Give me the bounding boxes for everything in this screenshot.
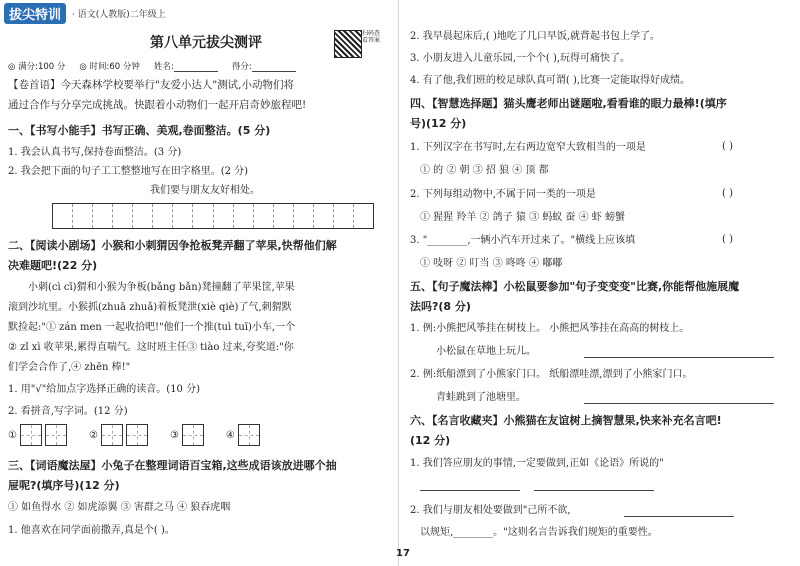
s5-item-1: 小松鼠在草地上玩儿。 [436, 346, 536, 357]
s5-example-1: 1. 例:小熊把风筝挂在树枝上。 小熊把风筝挂在高高的树枝上。 [410, 323, 690, 334]
answer-paren[interactable]: ( ) [722, 141, 733, 152]
s5-answer-line-2[interactable] [584, 389, 774, 404]
s1-question-2: 2. 我会把下面的句子工工整整地写在田字格里。(2 分) [8, 166, 249, 177]
s3-question-1: 1. 他喜欢在同学面前撒弄,真是个( )。 [8, 525, 175, 536]
s6-answer-line-1[interactable] [420, 476, 520, 491]
box-group-3: ③ [170, 424, 204, 446]
s1-sentence: 我们要与朋友友好相处。 [150, 185, 260, 196]
section-5-title-1: 五、【句子魔法棒】小松鼠要参加"句子变变变"比赛,你能帮他施展魔 [410, 280, 740, 293]
section-4-title-2: 号)(12 分) [410, 117, 467, 130]
score-label: ◎ 满分:100 分 [8, 62, 66, 72]
s3-options: ① 如鱼得水 ② 如虎添翼 ③ 害群之马 ④ 狼吞虎咽 [8, 502, 231, 513]
section-4-title-1: 四、【智慧选择题】猫头鹰老师出谜题啦,看看谁的眼力最棒!(填序 [410, 97, 727, 110]
section-3-title-1: 三、【词语魔法屋】小兔子在整理词语百宝箱,这些成语该放进哪个抽 [8, 459, 337, 472]
answer-paren[interactable]: ( ) [722, 234, 733, 245]
box-group-1: ① [8, 424, 67, 446]
s5-answer-line-1[interactable] [584, 343, 774, 358]
section-5-title-2: 法吗?(8 分) [410, 300, 471, 313]
write-box[interactable] [20, 424, 42, 446]
section-6-title-2: (12 分) [410, 434, 451, 447]
left-column [0, 0, 390, 566]
intro-line-1: 【卷首语】今天森林学校要举行"友爱小达人"测试,小动物们将 [8, 79, 294, 91]
page-divider [398, 0, 399, 566]
s2-question-1: 1. 用"√"给加点字选择正确的读音。(10 分) [8, 384, 200, 395]
page-number: 17 [396, 548, 410, 559]
passage-line-3: 默捡起:"① zán men 一起收拾吧!"他们一个推(tuì tuī)小车,一个 [8, 322, 296, 333]
s3-question-2: 2. 我早晨起床后,( )地吃了几口早饭,就背起书包上学了。 [410, 31, 661, 42]
s4-question-2: 2. 下列每组动物中,不属于同一类的一项是 [410, 189, 596, 200]
page-header [4, 2, 166, 24]
brand-subtitle: · 语文(人教版)二年级上 [72, 9, 166, 20]
name-field[interactable]: 姓名: [154, 60, 218, 72]
write-box[interactable] [182, 424, 204, 446]
s1-question-1: 1. 我会认真书写,保持卷面整洁。(3 分) [8, 147, 182, 158]
intro-line-2: 通过合作与分享完成挑战。快跟着小动物们一起开启奇妙旅程吧! [8, 99, 307, 111]
passage-line-4: ② zǐ xì 收苹果,累得直喘气。这时班主任③ tiào 过来,夸奖道:"你 [8, 342, 294, 353]
writing-grid[interactable] [52, 203, 374, 229]
s4-q1-options: ① 的 ② 朝 ③ 招 狼 ④ 顶 都 [420, 165, 549, 176]
section-3-title-2: 屉呢?(填序号)(12 分) [8, 479, 120, 492]
s4-q3-options: ① 吱呀 ② 叮当 ③ 咚咚 ④ 嘟嘟 [420, 258, 563, 269]
passage-line-5: 们学会合作了,④ zhēn 棒!" [8, 362, 131, 373]
s6-question-1: 1. 我们答应朋友的事情,一定要做到,正如《论语》所说的" [410, 458, 664, 469]
s6-answer-line-2[interactable] [534, 476, 654, 491]
passage-line-1: 小刺(cì cī)猬和小猴为争板(bǎng bǎn)凳撞翻了苹果筐,苹果 [28, 282, 295, 293]
write-box[interactable] [238, 424, 260, 446]
s4-question-3: 3. "________,一辆小汽车开过来了。"横线上应该填 [410, 235, 636, 246]
result-field[interactable]: 得分: [232, 60, 296, 72]
section-2-title-2: 决难题吧!(22 分) [8, 259, 98, 272]
s3-question-4: 4. 有了他,我们班的校足球队真可谓( ),比赛一定能取得好成绩。 [410, 75, 691, 86]
write-box[interactable] [45, 424, 67, 446]
section-1-title: 一、【书写小能手】书写正确、美观,卷面整洁。(5 分) [8, 124, 271, 137]
qr-code-icon [334, 30, 362, 58]
s4-question-1: 1. 下列汉字在书写时,左右两边宽窄大致相当的一项是 [410, 142, 646, 153]
section-2-title-1: 二、【阅读小剧场】小猴和小刺猬因争抢板凳弄翻了苹果,快帮他们解 [8, 239, 337, 252]
write-box[interactable] [126, 424, 148, 446]
s6-question-2: 2. 我们与朋友相处要做到"己所不欲, [410, 505, 571, 516]
box-group-4: ④ [226, 424, 260, 446]
qr-label: 扫码查看答案 [362, 30, 381, 44]
s4-q2-options: ① 猩猩 羚羊 ② 鸽子 猿 ③ 蚂蚁 蚕 ④ 虾 螃蟹 [420, 212, 625, 223]
s5-example-2: 2. 例:纸船漂到了小熊家门口。 纸船漂哇漂,漂到了小熊家门口。 [410, 369, 693, 380]
section-6-title-1: 六、【名言收藏夹】小熊猫在友谊树上摘智慧果,快来补充名言吧! [410, 414, 722, 427]
s5-item-2: 青蛙跳到了池塘里。 [436, 392, 526, 403]
s6-answer-line-3[interactable] [624, 502, 734, 517]
answer-paren[interactable]: ( ) [722, 188, 733, 199]
box-group-2: ② [89, 424, 148, 446]
s3-question-3: 3. 小朋友进入儿童乐园,一个个( ),玩得可痛快了。 [410, 53, 631, 64]
s2-question-2: 2. 看拼音,写字词。(12 分) [8, 406, 128, 417]
brand-logo: 拔尖特训 [4, 3, 66, 24]
write-box[interactable] [101, 424, 123, 446]
s6-question-2-cont: 以规矩,________。"这则名言告诉我们规矩的重要性。 [420, 527, 658, 538]
pinyin-box-row [8, 424, 260, 446]
passage-line-2: 滚到沙坑里。小猴抓(zhuā zhuǎ)着板凳泄(xiè qiè)了气,刺猬默 [8, 302, 292, 313]
right-column [404, 0, 794, 566]
page-title: 第八单元拔尖测评 [150, 35, 262, 51]
test-meta [8, 60, 296, 72]
time-label: ◎ 时间:60 分钟 [79, 62, 140, 72]
